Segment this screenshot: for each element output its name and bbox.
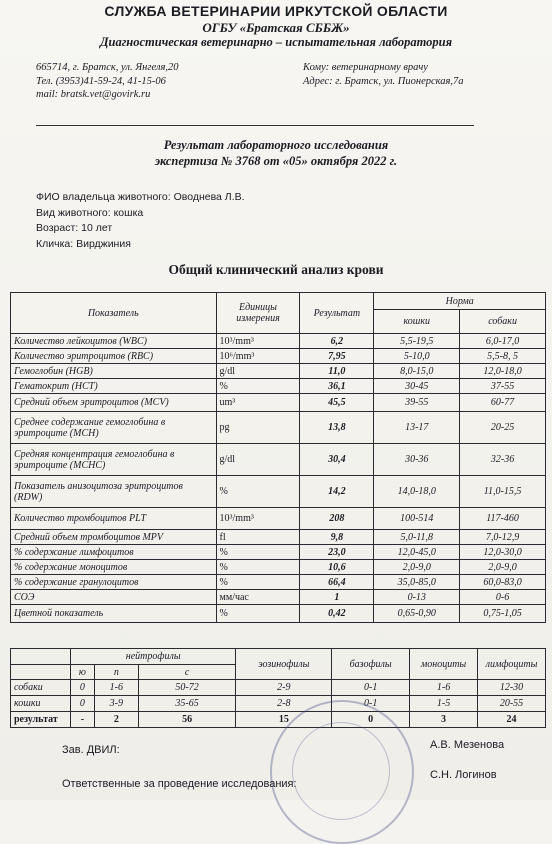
unit-cell: g/dl: [216, 444, 300, 476]
address-line: 665714, г. Братск, ул. Янгеля,20: [36, 62, 179, 73]
param-cell: Средний объем эритроцитов (MCV): [11, 394, 217, 412]
norm-dogs-cell: 2,0-9,0: [460, 560, 546, 575]
norm-cats-cell: 5,5-19,5: [374, 334, 460, 349]
value-cell-s: 56: [138, 712, 236, 728]
header-basophils: базофилы: [332, 649, 410, 680]
norm-cats-cell: 0-13: [374, 590, 460, 605]
unit-cell: %: [216, 379, 300, 394]
unit-cell: fl: [216, 530, 300, 545]
header-s: с: [138, 665, 236, 680]
result-cell: 7,95: [300, 349, 374, 364]
table-row: [11, 560, 546, 575]
table-row: [11, 412, 546, 444]
table-row: [11, 696, 546, 712]
norm-cats-cell: 0,65-0,90: [374, 605, 460, 623]
header-dogs: собаки: [460, 310, 546, 334]
row-label-cell: результат: [11, 712, 71, 728]
header-neutrophils: нейтрофилы: [70, 649, 235, 665]
table-row: [11, 680, 546, 696]
result-cell: 14,2: [300, 476, 374, 508]
param-cell: Гематокрит (HCT): [11, 379, 217, 394]
norm-dogs-cell: 0,75-1,05: [460, 605, 546, 623]
value-cell-bas: 0: [332, 712, 410, 728]
unit-cell: %: [216, 545, 300, 560]
norm-cats-cell: 14,0-18,0: [374, 476, 460, 508]
result-cell: 13,8: [300, 412, 374, 444]
result-cell: 11,0: [300, 364, 374, 379]
table-row: [11, 530, 546, 545]
blood-test-table: [10, 292, 546, 623]
analysis-title: Общий клинический анализ крови: [168, 262, 384, 277]
norm-dogs-cell: 60,0-83,0: [460, 575, 546, 590]
result-cell: 0,42: [300, 605, 374, 623]
norm-cats-cell: 12,0-45,0: [374, 545, 460, 560]
param-cell: Показатель анизоцитоза эритроцитов (RDW): [11, 476, 217, 508]
table-row: [11, 379, 546, 394]
value-cell-eos: 2-9: [236, 680, 332, 696]
header-eosinophils: эозинофилы: [236, 649, 332, 680]
unit-cell: g/dl: [216, 364, 300, 379]
responsible-label: Ответственные за проведение исследования:: [62, 778, 297, 790]
value-cell-eos: 15: [236, 712, 332, 728]
header-yu: ю: [70, 665, 94, 680]
value-cell-yu: 0: [70, 680, 94, 696]
unit-cell: pg: [216, 412, 300, 444]
norm-cats-cell: 2,0-9,0: [374, 560, 460, 575]
table-row: [11, 545, 546, 560]
unit-cell: %: [216, 575, 300, 590]
value-cell-p: 1-6: [94, 680, 138, 696]
param-cell: % содержание моноцитов: [11, 560, 217, 575]
norm-cats-cell: 5-10,0: [374, 349, 460, 364]
age-line: Возраст: 10 лет: [36, 222, 113, 234]
value-cell-s: 35-65: [138, 696, 236, 712]
result-cell: 6,2: [300, 334, 374, 349]
result-number: экспертиза № 3768 от «05» октября 2022 г.: [154, 154, 398, 168]
norm-cats-cell: 30-36: [374, 444, 460, 476]
result-cell: 10,6: [300, 560, 374, 575]
value-cell-yu: -: [70, 712, 94, 728]
param-cell: Количество лейкоцитов (WBC): [11, 334, 217, 349]
result-cell: 45,5: [300, 394, 374, 412]
norm-cats-cell: 30-45: [374, 379, 460, 394]
row-label-cell: собаки: [11, 680, 71, 696]
value-cell-lym: 12-30: [478, 680, 546, 696]
unit-cell: 10³/mm³: [216, 508, 300, 530]
name-line: Кличка: Вирджиния: [36, 237, 131, 250]
species-line: Вид животного: кошка: [36, 206, 144, 219]
result-cell: 208: [300, 508, 374, 530]
leukogram-table: [10, 648, 546, 728]
responsible-name: С.Н. Логинов: [430, 769, 497, 781]
norm-dogs-cell: 12,0-30,0: [460, 545, 546, 560]
norm-cats-cell: 100-514: [374, 508, 460, 530]
unit-cell: мм/час: [216, 590, 300, 605]
norm-dogs-cell: 37-55: [460, 379, 546, 394]
result-cell: 1: [300, 590, 374, 605]
norm-dogs-cell: 20-25: [460, 412, 546, 444]
table-row: [11, 364, 546, 379]
head-name: А.В. Мезенова: [430, 739, 505, 751]
unit-cell: %: [216, 605, 300, 623]
unit-cell: 10³/mm³: [216, 334, 300, 349]
email-line: mail: bratsk.vet@govirk.ru: [36, 89, 151, 100]
value-cell-mon: 3: [410, 712, 478, 728]
table-row: [11, 394, 546, 412]
norm-dogs-cell: 60-77: [460, 394, 546, 412]
norm-cats-cell: 8,0-15,0: [374, 364, 460, 379]
norm-dogs-cell: 5,5-8, 5: [460, 349, 546, 364]
norm-cats-cell: 39-55: [374, 394, 460, 412]
header-p: п: [94, 665, 138, 680]
org-subtitle: ОГБУ «Братская СББЖ»: [202, 20, 350, 35]
value-cell-lym: 24: [478, 712, 546, 728]
corner-cell: [11, 665, 71, 680]
norm-dogs-cell: 6,0-17,0: [460, 334, 546, 349]
value-cell-s: 50-72: [138, 680, 236, 696]
table-row: [11, 444, 546, 476]
result-title: Результат лабораторного исследования: [163, 138, 389, 152]
table-row: [11, 712, 546, 728]
header-result: Результат: [300, 293, 374, 334]
header-param: Показатель: [11, 293, 217, 334]
unit-cell: %: [216, 560, 300, 575]
norm-dogs-cell: 7,0-12,9: [460, 530, 546, 545]
norm-dogs-cell: 117-460: [460, 508, 546, 530]
value-cell-yu: 0: [70, 696, 94, 712]
lab-title: Диагностическая ветеринарно – испытательная лаборатория: [99, 35, 453, 49]
result-cell: 23,0: [300, 545, 374, 560]
value-cell-mon: 1-6: [410, 680, 478, 696]
result-cell: 30,4: [300, 444, 374, 476]
norm-dogs-cell: 11,0-15,5: [460, 476, 546, 508]
result-cell: 36,1: [300, 379, 374, 394]
norm-dogs-cell: 12,0-18,0: [460, 364, 546, 379]
divider: [36, 125, 474, 126]
stamp-inner: [292, 722, 390, 820]
corner-cell: [11, 649, 71, 665]
param-cell: Количество тромбоцитов PLT: [11, 508, 217, 530]
param-cell: Количество эритроцитов (RBC): [11, 349, 217, 364]
result-cell: 9,8: [300, 530, 374, 545]
norm-dogs-cell: 0-6: [460, 590, 546, 605]
sender-address: [36, 61, 178, 102]
table-row: [11, 575, 546, 590]
param-cell: Цветной показатель: [11, 605, 217, 623]
value-cell-bas: 0-1: [332, 696, 410, 712]
unit-cell: 10⁶/mm³: [216, 349, 300, 364]
header-monocytes: моноциты: [410, 649, 478, 680]
norm-cats-cell: 13-17: [374, 412, 460, 444]
value-cell-p: 2: [94, 712, 138, 728]
table-row: [11, 476, 546, 508]
phone-line: Тел. (3953)41-59-24, 41-15-06: [36, 75, 166, 87]
recipient-line: Кому: ветеринарному врачу: [303, 62, 428, 73]
header-units: Единицы измерения: [216, 293, 300, 334]
recipient-address: Адрес: г. Братск, ул. Пионерская,7а: [303, 75, 464, 87]
param-cell: Среднее содержание гемоглобина в эритроците (MCH): [11, 412, 217, 444]
param-cell: % содержание лимфоцитов: [11, 545, 217, 560]
owner-line: ФИО владельца животного: Оводнева Л.В.: [36, 191, 245, 203]
recipient-block: [303, 61, 464, 88]
value-cell-bas: 0-1: [332, 680, 410, 696]
norm-cats-cell: 5,0-11,8: [374, 530, 460, 545]
table-row: [11, 590, 546, 605]
norm-cats-cell: 35,0-85,0: [374, 575, 460, 590]
value-cell-lym: 20-55: [478, 696, 546, 712]
result-cell: 66,4: [300, 575, 374, 590]
param-cell: Средняя концентрация гемоглобина в эритроците (MCHC): [11, 444, 217, 476]
param-cell: Гемоглобин (HGB): [11, 364, 217, 379]
table-row: [11, 605, 546, 623]
norm-dogs-cell: 32-36: [460, 444, 546, 476]
table-row: [11, 349, 546, 364]
header-lymphocytes: лимфоциты: [478, 649, 546, 680]
unit-cell: %: [216, 476, 300, 508]
header-norm: Норма: [374, 293, 546, 310]
unit-cell: um³: [216, 394, 300, 412]
row-label-cell: кошки: [11, 696, 71, 712]
head-label: Зав. ДВИЛ:: [62, 744, 120, 756]
value-cell-p: 3-9: [94, 696, 138, 712]
value-cell-mon: 1-5: [410, 696, 478, 712]
org-title: СЛУЖБА ВЕТЕРИНАРИИ ИРКУТСКОЙ ОБЛАСТИ: [104, 3, 448, 19]
table-row: [11, 508, 546, 530]
param-cell: % содержание гранулоцитов: [11, 575, 217, 590]
param-cell: Средний объем тромбоцитов MPV: [11, 530, 217, 545]
patient-info: [36, 190, 245, 252]
header-cats: кошки: [374, 310, 460, 334]
table-row: [11, 334, 546, 349]
value-cell-eos: 2-8: [236, 696, 332, 712]
param-cell: СОЭ: [11, 590, 217, 605]
